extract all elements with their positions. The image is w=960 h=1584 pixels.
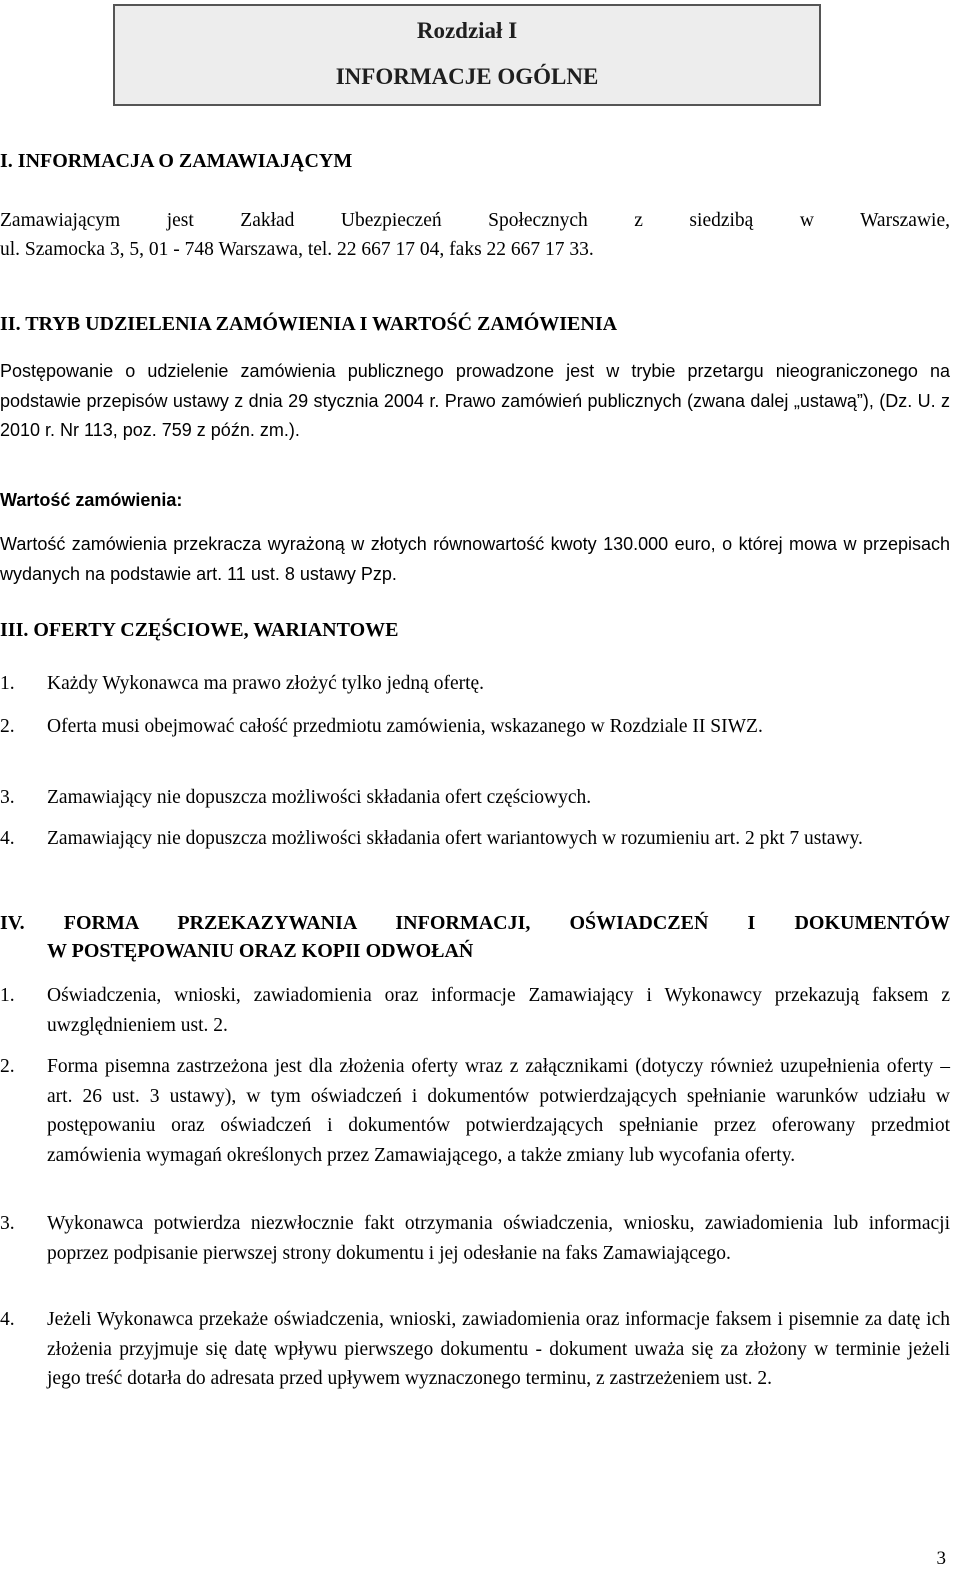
section-1-heading: I. INFORMACJA O ZAMAWIAJĄCYM xyxy=(0,150,353,172)
item-number: 4. xyxy=(0,828,15,849)
item-text: Wykonawca potwierdza niezwłocznie fakt otrzymania oświadczenia, wniosku, zawiadomienia lub informacji poprzez podpisanie pierwszej strony dokumentu i jej odesłanie na faks Zamawiającego. xyxy=(47,1213,950,1264)
item-text: Oświadczenia, wnioski, zawiadomienia oraz informacje Zamawiający i Wykonawcy przekazują faksem z uwzględnieniem ust. 2. xyxy=(47,985,950,1036)
section-4-heading xyxy=(0,908,950,966)
section-2-paragraph: Postępowanie o udzielenie zamówienia publicznego prowadzone jest w trybie przetargu nieograniczonego na podstawie przepisów ustawy z dnia 29 stycznia 2004 r. Prawo zamówień publicznych (zwana dalej „ustawą”), (Dz. U. z 2010 r. Nr 113, poz. 759 z późn. zm.). xyxy=(0,361,950,440)
item-number: 2. xyxy=(0,716,15,737)
item-text: Jeżeli Wykonawca przekaże oświadczenia, wnioski, zawiadomienia oraz informacje faksem i pisemnie za datę ich złożenia przyjmuje się datę wpływu pierwszego dokumentu - dokument uważa się za złożony w terminie jeżeli jego treść dotarła do adresata przed upływem wyznaczonego terminu, z zastrzeżeniem ust. 2. xyxy=(47,1309,950,1389)
chapter-subtitle: INFORMACJE OGÓLNE xyxy=(335,64,599,89)
section-2-heading: II. TRYB UDZIELENIA ZAMÓWIENIA I WARTOŚĆ ZAMÓWIENIA xyxy=(0,313,618,335)
chapter-title-box xyxy=(113,4,821,106)
section-3-heading: III. OFERTY CZĘŚCIOWE, WARIANTOWE xyxy=(0,619,399,641)
section-1-line-1: Zamawiającym jest Zakład Ubezpieczeń Społecznych z siedzibą w Warszawie, xyxy=(0,210,950,231)
item-text: Forma pisemna zastrzeżona jest dla złożenia oferty wraz z załącznikami (dotyczy również uzupełnienia oferty – art. 26 ust. 3 ustawy), w tym oświadczeń i dokumentów potwierdzających spełnianie warunków udziału w postępowaniu oraz oświadczeń i dokumentów potwierdzających spełnianie przez oferowany przedmiot zamówienia wymagań określonych przez Zamawiającego, a także zmiany lub wycofania oferty. xyxy=(47,1056,950,1166)
item-text: Zamawiający nie dopuszcza możliwości składania ofert częściowych. xyxy=(47,787,592,808)
section-4-heading-line-2: W POSTĘPOWANIU ORAZ KOPII ODWOŁAŃ xyxy=(47,940,474,962)
value-text: Wartość zamówienia przekracza wyrażoną w złotych równowartość kwoty 130.000 euro, o której mowa w przepisach wydanych na podstawie art. 11 ust. 8 ustawy Pzp. xyxy=(0,534,950,584)
page-number: 3 xyxy=(936,1548,946,1569)
value-heading: Wartość zamówienia: xyxy=(0,490,183,510)
item-number: 3. xyxy=(0,1213,15,1234)
section-1-line-2: ul. Szamocka 3, 5, 01 - 748 Warszawa, tel. 22 667 17 04, faks 22 667 17 33. xyxy=(0,239,594,260)
item-number: 2. xyxy=(0,1056,15,1077)
item-number: 3. xyxy=(0,787,15,808)
item-number: 4. xyxy=(0,1309,15,1330)
item-text: Każdy Wykonawca ma prawo złożyć tylko jedną ofertę. xyxy=(47,673,485,694)
item-text: Oferta musi obejmować całość przedmiotu zamówienia, wskazanego w Rozdziale II SIWZ. xyxy=(47,716,763,737)
item-number: 1. xyxy=(0,985,15,1006)
chapter-title: Rozdział I xyxy=(416,18,518,43)
item-text: Zamawiający nie dopuszcza możliwości składania ofert wariantowych w rozumieniu art. 2 pkt 7 ustawy. xyxy=(47,828,863,849)
item-number: 1. xyxy=(0,673,15,694)
section-4-heading-line-1: IV. FORMA PRZEKAZYWANIA INFORMACJI, OŚWIADCZEŃ I DOKUMENTÓW xyxy=(0,912,950,934)
